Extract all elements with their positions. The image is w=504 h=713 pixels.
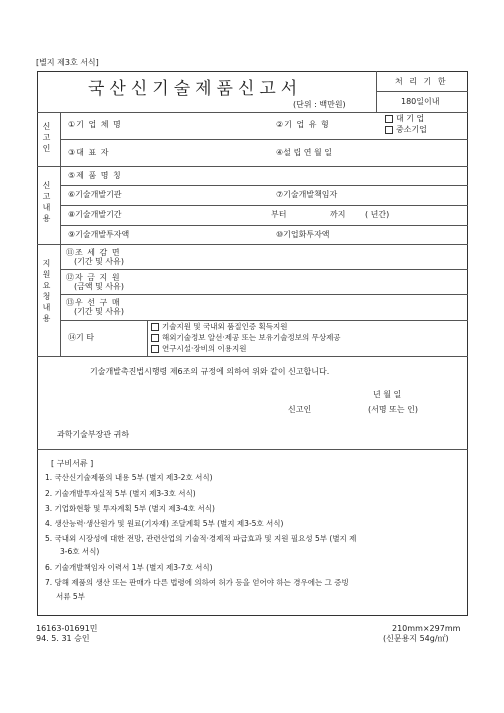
divider	[60, 225, 468, 226]
divider	[60, 320, 468, 321]
documents-header: [ 구비서류 ]	[51, 459, 94, 468]
divider	[60, 205, 468, 206]
checkbox[interactable]	[385, 115, 393, 123]
divider	[60, 294, 468, 295]
purchase-sub: (기간 및 사유)	[74, 307, 124, 316]
type-option-sme[interactable]: 중소기업	[385, 125, 427, 135]
fund-label: ⑫자 금 지 원	[66, 273, 121, 282]
footer-code: 16163-01691민	[36, 624, 98, 633]
footer-approval: 94. 5. 31 승인	[36, 634, 90, 643]
purchase-label: ⑬우 선 구 매	[66, 298, 121, 307]
divider	[147, 320, 148, 356]
list-item: 3. 기업화현황 및 투자계획 5부 (별지 제3-4호 서식)	[45, 504, 215, 513]
company-type-label: ②기 업 유 형	[276, 120, 330, 129]
footer-size: 210mm×297mm	[392, 624, 461, 633]
other-label: ⑭기 타	[68, 333, 94, 342]
tech-org-label: ⑥기술개발기관	[68, 190, 122, 199]
founded-label: ④설 립 연 월 일	[276, 148, 332, 157]
period-years: ( 년간)	[365, 210, 390, 219]
commercialization-label: ⑩기업화투자액	[276, 230, 330, 239]
checkbox[interactable]	[151, 323, 159, 331]
divider	[60, 185, 468, 186]
company-name-label: ①기 업 체 명	[68, 120, 122, 129]
period-to: 까지	[330, 210, 346, 219]
product-name-label: ⑤제 품 명 칭	[68, 171, 122, 180]
list-item: 5. 국내외 시장성에 대한 전망, 관련산업의 기술적·경제적 파급효과 및 지원 필요성 5부 (별지 제	[45, 534, 357, 543]
section-support: 지원요청내용	[42, 259, 51, 325]
divider	[37, 166, 468, 167]
divider	[37, 112, 468, 113]
tax-sub: (기간 및 사유)	[74, 257, 124, 266]
other-option-1[interactable]: 기술지원 및 국내외 품질인증 획득지원	[151, 322, 287, 332]
investment-label: ⑨기술개발투자액	[68, 230, 130, 239]
addressee: 과학기술부장관 귀하	[57, 430, 130, 439]
form-title: 국산신기술제품신고서	[88, 79, 303, 99]
checkbox[interactable]	[385, 126, 393, 134]
declaration-text: 기술개발촉진법시행령 제6조의 규정에 의하여 위와 같이 신고합니다.	[90, 367, 330, 376]
sign-note: (서명 또는 인)	[368, 405, 418, 414]
form-reference: [별지 제3호 서식]	[36, 58, 99, 67]
type-option-large[interactable]: 대 기 업	[385, 114, 424, 124]
checkbox[interactable]	[151, 345, 159, 353]
section-reporter: 신고인	[42, 122, 51, 155]
divider	[37, 449, 468, 450]
other-option-2[interactable]: 해외기술정보 알선·제공 또는 보유기술정보의 무상제공	[151, 333, 341, 343]
unit-label: (단위 : 백만원)	[293, 100, 346, 109]
divider	[376, 71, 377, 112]
divider	[37, 356, 468, 357]
tax-label: ⑪조 세 감 면	[66, 248, 121, 257]
period-from: 부터	[271, 210, 287, 219]
list-item: 4. 생산능력·생산원가 및 원료(기자재) 조달계획 5부 (별지 제3-5호 서식)	[45, 519, 284, 528]
divider	[376, 91, 468, 92]
processing-label: 처 리 기 한	[395, 77, 448, 86]
processing-value: 180일이내	[401, 97, 440, 106]
ceo-label: ③대 표 자	[68, 148, 110, 157]
list-item: 6. 기술개발책임자 이력서 1부 (별지 제3-7호 서식)	[45, 563, 213, 572]
section-content: 신고내용	[42, 181, 51, 225]
list-item: 2. 기술개발투자실적 5부 (별지 제3-3호 서식)	[45, 489, 196, 498]
list-item: 서류 5부	[56, 592, 85, 601]
period-label: ⑧기술개발기간	[68, 210, 122, 219]
fund-sub: (금액 및 사유)	[74, 282, 124, 291]
checkbox[interactable]	[151, 334, 159, 342]
list-item: 7. 당해 제품의 생산 또는 판매가 다른 법령에 의하여 허가 등을 얻어야 하는 경우에는 그 증빙	[45, 578, 349, 587]
divider	[60, 139, 468, 140]
declaration-date: 년 월 일	[373, 390, 402, 399]
divider	[60, 269, 468, 270]
list-item: 3-6호 서식)	[60, 547, 100, 556]
divider	[37, 244, 468, 245]
list-item: 1. 국산신기술제품의 내용 5부 (별지 제3-2호 서식)	[45, 473, 213, 482]
signer-label: 신고인	[288, 405, 312, 414]
other-option-3[interactable]: 연구시설·장비의 이용지원	[151, 344, 246, 354]
tech-manager-label: ⑦기술개발책임자	[276, 190, 338, 199]
footer-paper: (신문용지 54g/㎡)	[383, 634, 449, 643]
